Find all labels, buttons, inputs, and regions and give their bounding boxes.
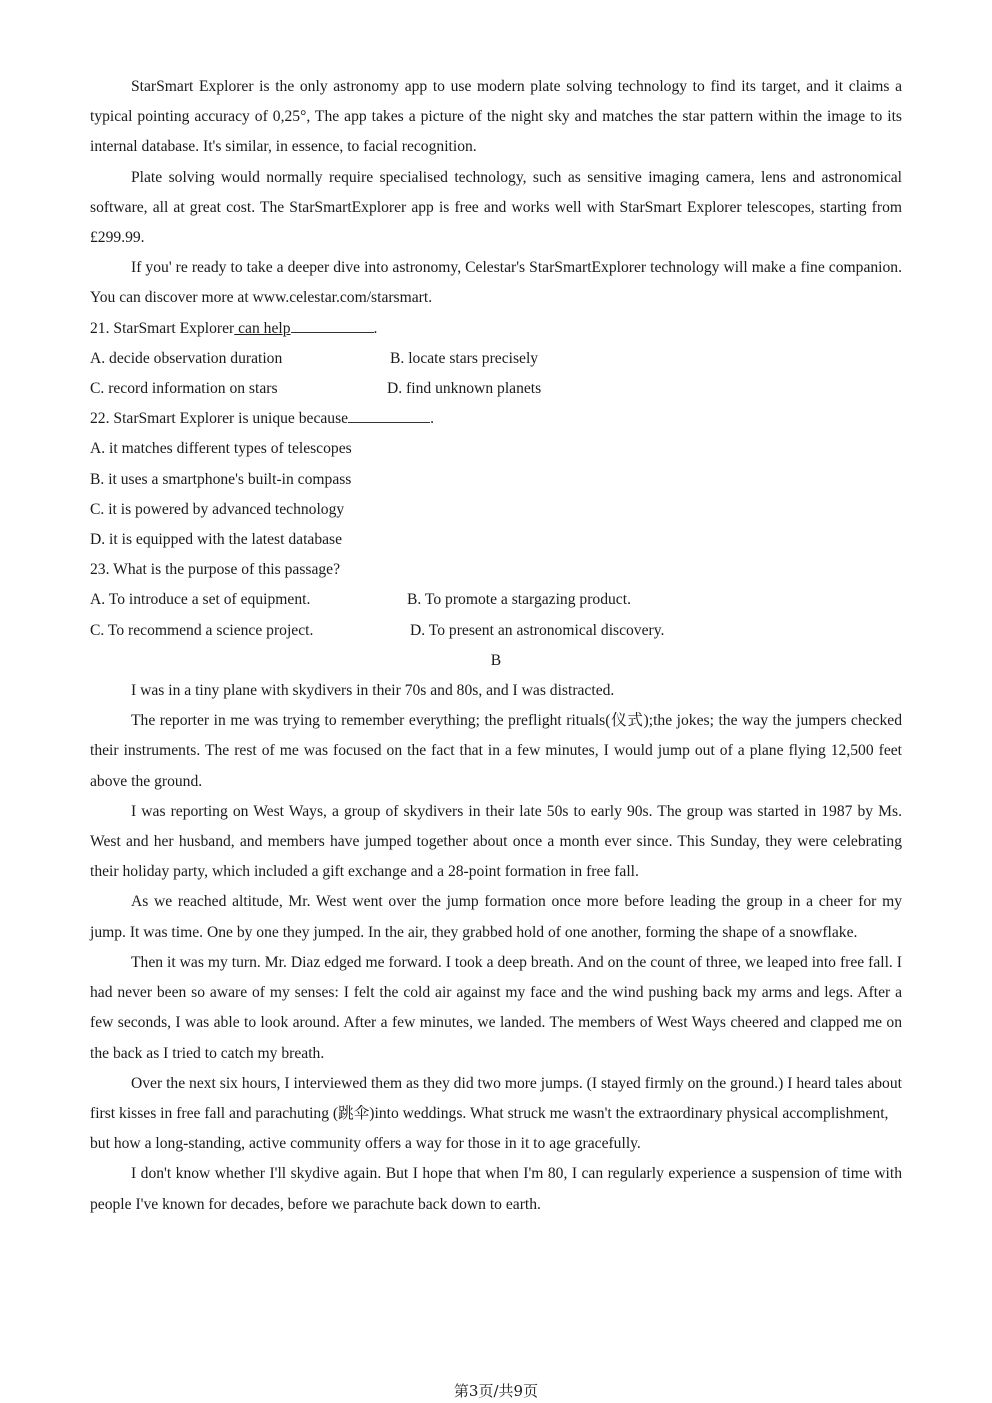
- answer-blank[interactable]: [348, 404, 430, 423]
- question-21-stem-start: 21. StarSmart Explorer: [90, 319, 235, 337]
- passage-b-paragraph-5: Then it was my turn. Mr. Diaz edged me forward. I took a deep breath. And on the count of three, we leaped into free fall. I had never been so aware of my senses: I felt the cold air against my face and the wind pushing back my arms and legs. After a few seconds, I was able to look around. After a few minutes, we landed. The members of West Ways cheered and clapped me on the back as I tried to catch my breath.: [90, 953, 902, 1062]
- question-23-options-row-2: [90, 616, 902, 646]
- passage-b-paragraph-4: As we reached altitude, Mr. West went over the jump formation once more before leading the group in a cheer for my jump. It was time. One by one they jumped. In the air, they grabbed hold of one another, forming the shape of a snowflake.: [90, 893, 902, 941]
- exam-page: [90, 72, 902, 1220]
- section-heading: B: [490, 651, 502, 669]
- option-b[interactable]: B. locate stars precisely: [390, 349, 539, 367]
- question-22-stem-start: 22. StarSmart Explorer is unique because: [90, 410, 349, 428]
- option-d[interactable]: D. find unknown planets: [387, 380, 542, 398]
- option-a[interactable]: A. To introduce a set of equipment.: [90, 591, 311, 609]
- question-23-options-row-1: [90, 585, 902, 615]
- option-c[interactable]: C. To recommend a science project.: [90, 621, 314, 639]
- passage-b-paragraph-1: I was in a tiny plane with skydivers in their 70s and 80s, and I was distracted.: [131, 682, 615, 700]
- passage-a-paragraph-3: If you' re ready to take a deeper dive into astronomy, Celestar's StarSmartExplorer technology will make a fine companion. You can discover more at www.celestar.com/starsmart.: [90, 259, 902, 307]
- option-c[interactable]: C. it is powered by advanced technology: [90, 500, 345, 518]
- passage-a-paragraph-1: StarSmart Explorer is the only astronomy app to use modern plate solving technology to find its target, and it claims a typical pointing accuracy of 0,25°, The app takes a picture of the night sky and matches the star pattern within the image to its internal database. It's similar, in essence, to facial recognition.: [90, 78, 902, 156]
- question-21-stem-underlined: can help: [234, 319, 291, 337]
- passage-b-paragraph-3: I was reporting on West Ways, a group of skydivers in their late 50s to early 90s. The group was started in 1987 by Ms. West and her husband, and members have jumped together about once a month ever since. This Sunday, they were celebrating their holiday party, which included a gift exchange and a 28-point formation in free fall.: [90, 802, 902, 881]
- option-a[interactable]: A. decide observation duration: [90, 349, 283, 367]
- option-c[interactable]: C. record information on stars: [90, 380, 278, 398]
- option-d[interactable]: D. To present an astronomical discovery.: [410, 621, 665, 639]
- question-21-options-row-2: [90, 374, 902, 404]
- passage-b-paragraph-6: Over the next six hours, I interviewed them as they did two more jumps. (I stayed firmly on the ground.) I heard tales about first kisses in free fall and parachuting (跳伞)into weddings. What struck me wasn't the extraordinary physical accomplishment,: [90, 1074, 902, 1122]
- option-d[interactable]: D. it is equipped with the latest database: [90, 531, 343, 549]
- question-21-options-row-1: [90, 344, 902, 374]
- passage-b-paragraph-7: but how a long-standing, active community offers a way for those in it to age gracefully.: [90, 1135, 641, 1153]
- question-23-stem: 23. What is the purpose of this passage?: [90, 561, 341, 579]
- answer-blank[interactable]: [291, 314, 374, 333]
- passage-b-paragraph-8: I don't know whether I'll skydive again. But I hope that when I'm 80, I can regularly experience a suspension of time with people I've known for decades, before we parachute back down to earth.: [90, 1165, 902, 1213]
- passage-a-paragraph-2: Plate solving would normally require specialised technology, such as sensitive imaging camera, lens and astronomical software, all at great cost. The StarSmartExplorer app is free and works well with StarSmart Explorer telescopes, starting from £299.99.: [90, 168, 902, 247]
- question-22-stem: [90, 404, 902, 434]
- passage-b-paragraph-2: The reporter in me was trying to remember everything; the preflight rituals(仪式);the jokes; the way the jumpers checked their instruments. The rest of me was focused on the fact that in a few minutes, I would jump out of a plane flying 12,500 feet above the ground.: [90, 712, 902, 790]
- option-b[interactable]: B. it uses a smartphone's built-in compass: [90, 470, 352, 488]
- question-21-stem-end: .: [373, 319, 378, 337]
- option-b[interactable]: B. To promote a stargazing product.: [407, 591, 631, 609]
- page-number: 第3页/共9页: [453, 1382, 539, 1400]
- option-a[interactable]: A. it matches different types of telescopes: [90, 440, 352, 458]
- question-22-stem-end: .: [430, 410, 435, 428]
- question-21-stem: [90, 314, 902, 344]
